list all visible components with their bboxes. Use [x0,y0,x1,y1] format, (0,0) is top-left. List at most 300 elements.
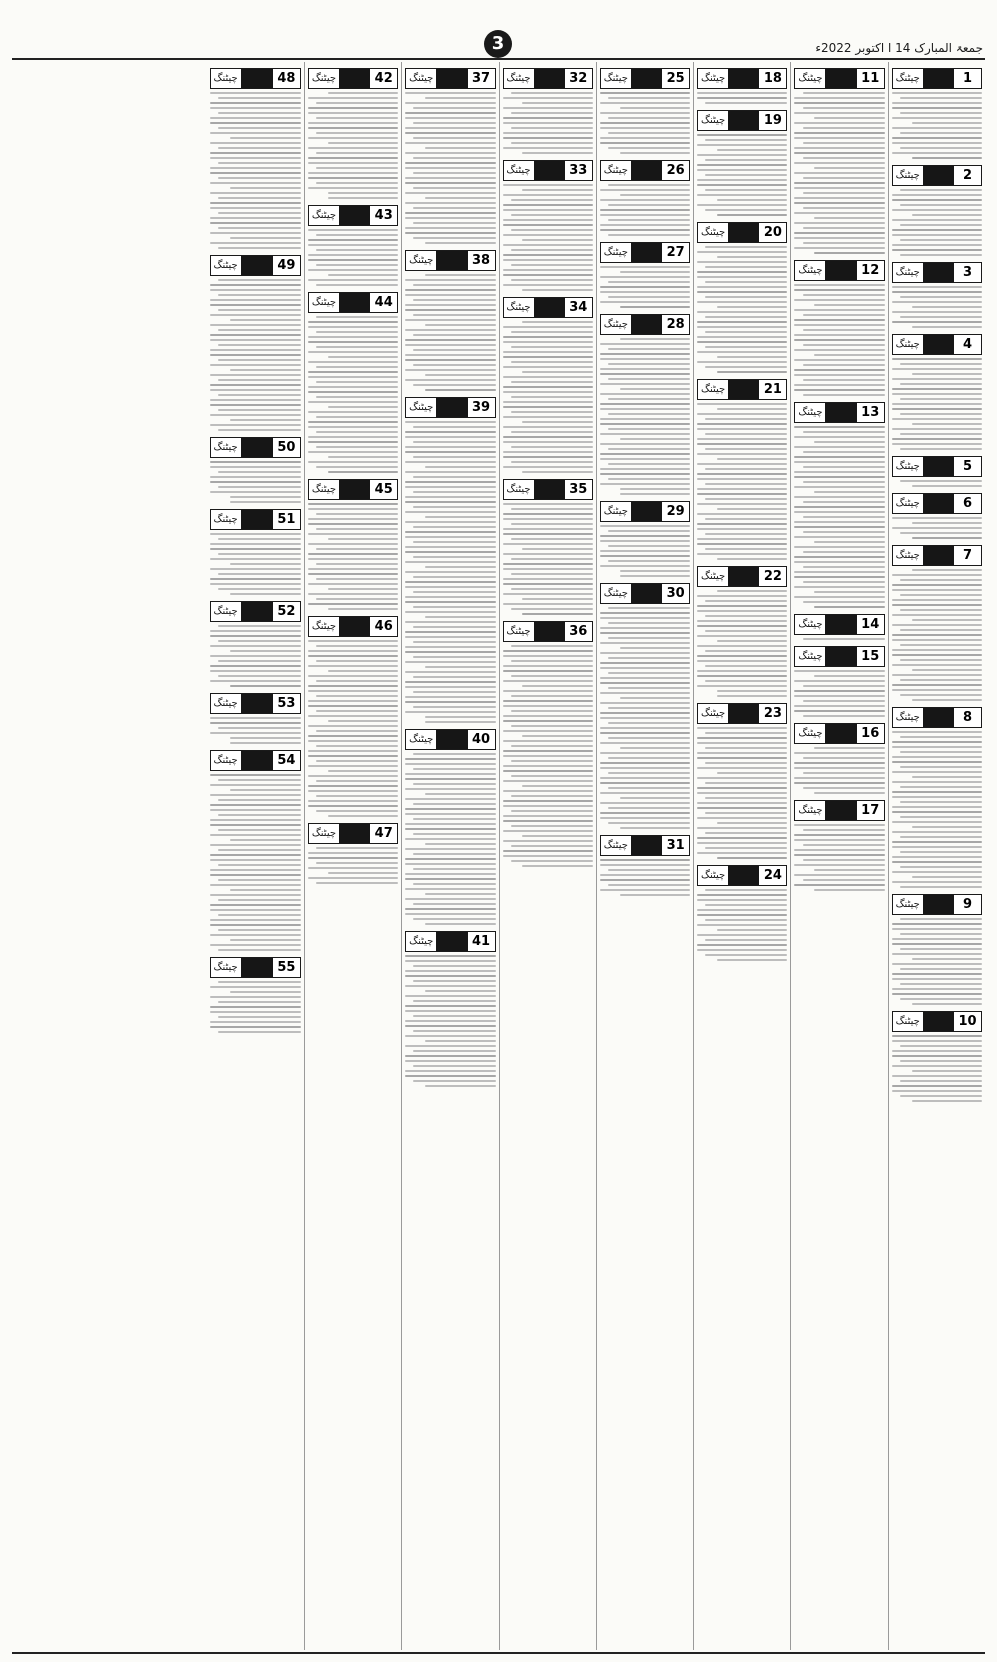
column [596,62,693,1650]
text-line [705,189,787,191]
text-line [316,680,398,682]
text-line [210,919,301,921]
text-line [697,326,787,328]
page-header [0,0,997,55]
text-line [210,1011,301,1013]
text-line [600,353,690,355]
text-line [697,757,787,759]
ad-header [405,250,495,271]
ad-number: 50 [273,438,300,457]
text-line [210,414,301,416]
classified-ad [697,865,787,961]
text-line [316,346,398,348]
text-line [608,184,690,186]
text-line [328,192,398,194]
text-line [900,254,982,256]
text-line [413,137,495,139]
text-line [900,609,982,611]
text-line [316,710,398,712]
text-line [892,771,982,773]
text-line [608,822,690,824]
text-line [503,528,593,530]
ad-tag: چیٹنگ [504,622,534,641]
text-line [405,551,495,553]
ad-body-text [210,981,301,1033]
ad-tag: چیٹنگ [309,617,339,636]
text-line [522,421,592,423]
text-line [210,217,301,219]
text-line [405,646,495,648]
classified-ad [210,693,301,744]
text-line [210,182,301,184]
text-line [308,543,398,545]
text-line [210,157,301,159]
text-line [405,1055,495,1057]
text-line [892,614,982,616]
text-line [697,164,787,166]
text-line [600,142,690,144]
text-line [316,810,398,812]
text-line [308,436,398,438]
text-line [218,97,301,99]
text-line [794,762,884,764]
text-line [600,229,690,231]
text-line [308,361,398,363]
text-line [620,647,690,649]
text-line [697,737,787,739]
ad-columns [12,62,985,1650]
ad-header [405,931,495,952]
text-line [210,491,301,493]
text-line [892,988,982,990]
column [790,62,887,1650]
text-line [210,874,301,876]
text-line [405,339,495,341]
text-line [697,97,787,99]
text-line [912,776,982,778]
text-line [425,466,495,468]
text-line [210,717,301,719]
text-line [405,1045,495,1047]
classified-ad [600,160,690,236]
text-line [705,615,787,617]
text-line [620,747,690,749]
classified-ad [210,255,301,431]
text-line [425,990,495,992]
text-line [794,122,884,124]
text-line [608,607,690,609]
text-line [717,695,787,697]
ad-body-text [892,189,982,256]
text-line [503,219,593,221]
text-line [892,301,982,303]
text-line [405,661,495,663]
text-line [892,1090,982,1092]
text-line [705,483,787,485]
ad-header-bar [728,223,759,242]
text-line [405,501,495,503]
text-line [803,92,885,94]
text-line [425,923,495,925]
text-line [503,830,593,832]
text-line [308,411,398,413]
text-line [503,386,593,388]
text-line [814,747,884,749]
text-line [697,553,787,555]
text-line [210,1026,301,1028]
text-line [705,600,787,602]
text-line [405,162,495,164]
text-line [503,583,593,585]
text-line [600,408,690,410]
classified-ad [794,402,884,608]
text-line [892,938,982,940]
ad-header-bar [241,256,273,275]
text-line [316,152,398,154]
text-line [803,242,885,244]
text-line [405,379,495,381]
text-line [803,294,885,296]
text-line [230,496,301,498]
text-line [308,421,398,423]
text-line [794,471,884,473]
classified-ad [892,262,982,328]
text-line [210,142,301,144]
text-line [503,503,593,505]
text-line [600,612,690,614]
column [304,62,401,1650]
ad-body-text [503,92,593,154]
ad-header [892,334,982,355]
text-line [413,187,495,189]
ad-number: 52 [273,602,300,621]
text-line [511,825,593,827]
ad-header [794,402,884,423]
text-line [210,774,301,776]
text-line [308,147,398,149]
text-line [697,842,787,844]
text-line [608,204,690,206]
text-line [503,665,593,667]
text-line [697,134,787,136]
text-line [210,884,301,886]
column [499,62,596,1650]
ad-number: 3 [954,263,981,282]
text-line [405,878,495,880]
ad-header [308,205,398,226]
text-line [814,606,884,608]
ad-body-text [308,640,398,817]
ad-header [600,242,690,263]
text-line [405,975,495,977]
text-line [697,169,787,171]
text-line [892,194,982,196]
ad-header [697,110,787,131]
text-line [503,326,593,328]
ad-number: 2 [954,166,981,185]
ad-number: 41 [468,932,495,951]
text-line [803,107,885,109]
text-line [218,177,301,179]
text-line [413,426,495,428]
text-line [210,909,301,911]
text-line [697,261,787,263]
text-line [405,521,495,523]
text-line [503,436,593,438]
text-line [210,784,301,786]
text-line [503,244,593,246]
text-line [405,102,495,104]
text-line [308,376,398,378]
ad-tag: چیٹنگ [309,824,339,843]
text-line [912,569,982,571]
classified-ad [892,334,982,450]
classified-ad [210,437,301,503]
text-line [328,471,398,473]
text-line [697,645,787,647]
text-line [405,970,495,972]
ad-number: 12 [857,261,884,280]
text-line [892,781,982,783]
text-line [522,835,592,837]
text-line [308,157,398,159]
text-line [697,428,787,430]
text-line [803,601,885,603]
ad-header-bar [728,380,759,399]
text-line [892,943,982,945]
text-line [210,324,301,326]
text-line [600,266,690,268]
text-line [308,461,398,463]
classified-ad [405,250,495,391]
text-line [413,833,495,835]
text-line [697,595,787,597]
text-line [697,403,787,405]
ad-header-bar [631,161,662,180]
text-line [794,147,884,149]
text-line [425,516,495,518]
text-line [503,603,593,605]
text-line [900,801,982,803]
text-line [697,204,787,206]
text-line [316,862,398,864]
ad-header [405,397,495,418]
text-line [503,770,593,772]
text-line [794,556,884,558]
text-line [503,341,593,343]
text-line [230,593,301,595]
text-line [503,715,593,717]
text-line [608,757,690,759]
text-line [892,244,982,246]
text-line [511,381,593,383]
text-line [405,681,495,683]
ad-number: 28 [662,315,689,334]
text-line [892,1075,982,1077]
text-line [717,822,787,824]
text-line [794,670,884,672]
text-line [218,227,301,229]
text-line [892,978,982,980]
text-line [600,473,690,475]
text-line [697,670,787,672]
text-line [814,167,884,169]
ad-header-bar [825,801,856,820]
text-line [503,850,593,852]
ad-tag: چیٹنگ [698,567,728,586]
text-line [522,471,592,473]
ad-body-text [405,955,495,1087]
text-line [608,219,690,221]
text-line [892,358,982,360]
ad-header-bar [728,704,759,723]
text-line [405,773,495,775]
text-line [218,675,301,677]
ad-tag: چیٹنگ [309,69,339,88]
text-line [503,366,593,368]
text-line [503,840,593,842]
text-line [620,488,690,490]
classified-ad [503,479,593,615]
text-line [405,217,495,219]
text-line [600,483,690,485]
text-line [308,518,398,520]
text-line [892,1050,982,1052]
text-line [210,844,301,846]
text-line [705,266,787,268]
text-line [210,384,301,386]
text-line [210,583,301,585]
text-line [405,858,495,860]
text-line [405,451,495,453]
ad-header [503,160,593,181]
text-line [405,778,495,780]
classified-ad [210,509,301,595]
text-line [210,732,301,734]
ad-header [794,68,884,89]
text-line [316,795,398,797]
text-line [900,786,982,788]
text-line [900,413,982,415]
text-line [600,782,690,784]
text-line [308,775,398,777]
text-line [697,792,787,794]
text-line [794,112,884,114]
text-line [620,493,690,495]
ad-body-text [697,590,787,697]
text-line [413,1000,495,1002]
text-line [717,690,787,692]
ad-tag: چیٹنگ [893,166,923,185]
text-line [218,660,301,662]
footer-rule [12,1652,985,1654]
text-line [210,1021,301,1023]
text-line [697,635,787,637]
text-line [511,214,593,216]
text-line [794,426,884,428]
text-line [308,650,398,652]
text-line [316,466,398,468]
ad-header-bar [825,403,856,422]
text-line [794,526,884,528]
text-line [900,851,982,853]
text-line [503,730,593,732]
ad-header [697,703,787,724]
text-line [608,296,690,298]
text-line [210,466,301,468]
text-line [900,1095,982,1097]
text-line [608,545,690,547]
text-line [210,986,301,988]
text-line [892,1035,982,1037]
text-line [308,593,398,595]
text-line [405,711,495,713]
text-line [620,575,690,577]
text-line [308,177,398,179]
text-line [803,314,885,316]
text-line [308,857,398,859]
text-line [803,772,885,774]
text-line [405,212,495,214]
ad-header-bar [728,69,759,88]
text-line [892,1085,982,1087]
ad-body-text [405,274,495,391]
ad-header-bar [241,958,273,977]
text-line [308,690,398,692]
text-line [425,666,495,668]
text-line [316,182,398,184]
text-line [308,523,398,525]
text-line [600,874,690,876]
ad-header [892,894,982,915]
ad-header-bar [534,622,565,641]
ad-body-text [600,184,690,236]
text-line [608,132,690,134]
text-line [210,944,301,946]
text-line [697,605,787,607]
ad-tag: چیٹنگ [601,69,631,88]
ad-number: 40 [468,730,495,749]
text-line [316,366,398,368]
text-line [912,619,982,621]
ad-body-text [503,503,593,615]
text-line [210,533,301,535]
ad-header [794,723,884,744]
text-line [608,117,690,119]
text-line [210,399,301,401]
text-line [717,149,787,151]
text-line [308,867,398,869]
ad-header-bar [923,457,954,476]
text-line [600,752,690,754]
text-line [803,431,885,433]
text-line [803,466,885,468]
ad-tag: چیٹنگ [698,223,728,242]
text-line [503,800,593,802]
text-line [705,331,787,333]
text-line [705,919,787,921]
text-line [405,596,495,598]
text-line [218,1031,301,1033]
text-line [600,555,690,557]
text-line [794,132,884,134]
classified-ad [600,68,690,154]
ad-body-text [794,638,884,640]
text-line [608,672,690,674]
text-line [308,391,398,393]
text-line [210,869,301,871]
text-line [316,578,398,580]
